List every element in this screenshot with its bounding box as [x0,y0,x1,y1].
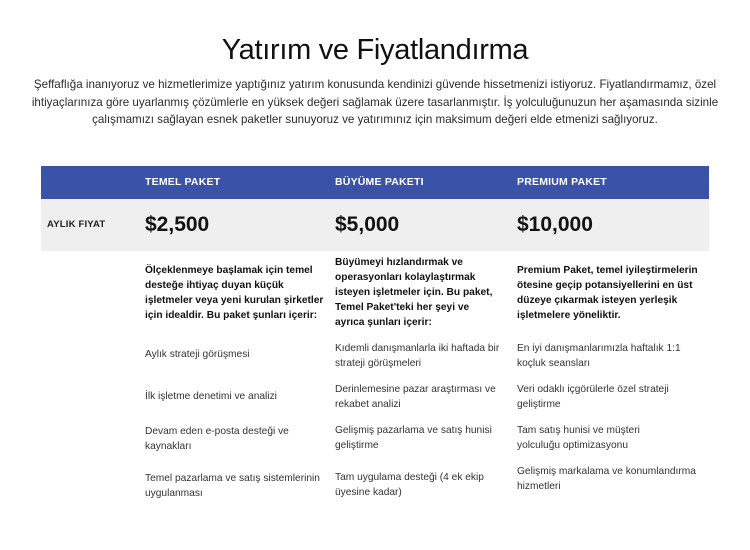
feature-item: Gelişmiş pazarlama ve satış hunisi geliştirme [335,425,492,451]
plan-header-basic: TEMEL PAKET [145,176,221,188]
feature-item: Tam uygulama desteği (4 ek ekip üyesine kadar) [335,472,484,498]
plan-description-basic: Ölçeklenmeye başlamak için temel desteğe ihtiyaç duyan küçük işletmeler veya yeni kurulan şirketler için idealdir. Bu paket şunları içerir: [145,265,324,321]
feature-item: İlk işletme denetimi ve analizi [145,391,277,402]
feature-item: Derinlemesine pazar araştırması ve rekabet analizi [335,384,496,410]
plan-price-premium: $10,000 [517,213,593,236]
pricing-table [41,166,709,541]
feature-item: En iyi danışmanlarımızla haftalık 1:1 koçluk seansları [517,343,681,369]
feature-item: Aylık strateji görüşmesi [145,349,250,360]
feature-item: Gelişmiş markalama ve konumlandırma hizmetleri [517,466,696,492]
section-title: Yatırım ve Fiyatlandırma [221,34,529,66]
plan-price-basic: $2,500 [145,213,210,236]
section-intro: Şeffaflığa inanıyoruz ve hizmetlerimize yaptığınız yatırım konusunda kendinizi güvende hissetmenizi istiyoruz. Fiyatlandırmamız, özel ihtiyaçlarınıza göre uyarlanmış çözümlerle en yüksek değeri sağlamak üzere tasarlanmıştır. İş yolculuğunuzun her aşamasında sizinle çalışmamızı sağlayan esnek paketler sunuyoruz ve yatırımınız için maksimum değeri elde etmenizi sağlıyoruz. [31,78,719,126]
plan-header-growth: BÜYÜME PAKETI [335,176,424,188]
feature-item: Veri odaklı içgörülerle özel strateji geliştirme [517,384,669,410]
plan-price-growth: $5,000 [335,213,400,236]
feature-item: Kıdemli danışmanlarla iki haftada bir strateji görüşmeleri [335,343,500,369]
plan-description-premium: Premium Paket, temel iyileştirmelerin ötesine geçip potansiyellerini en üst düzeye çıkarmak isteyen yerleşik işletmelere yöneliktir. [517,265,698,321]
feature-item: Devam eden e-posta desteği ve kaynakları [145,426,289,452]
plan-description-growth: Büyümeyi hızlandırmak ve operasyonları kolaylaştırmak isteyen işletmeler için. Bu paket, Temel Paket'teki her şeyi ve ayrıca şunları içerir: [335,257,493,328]
plan-details [41,251,709,541]
feature-item: Temel pazarlama ve satış sistemlerinin uygulanması [145,473,320,499]
price-row [41,199,709,251]
feature-item: Tam satış hunisi ve müşteri yolculuğu optimizasyonu [517,425,640,451]
table-header-row [41,166,709,199]
plan-header-premium: PREMIUM PAKET [517,176,607,188]
price-row-label: AYLIK FIYAT [47,219,106,230]
